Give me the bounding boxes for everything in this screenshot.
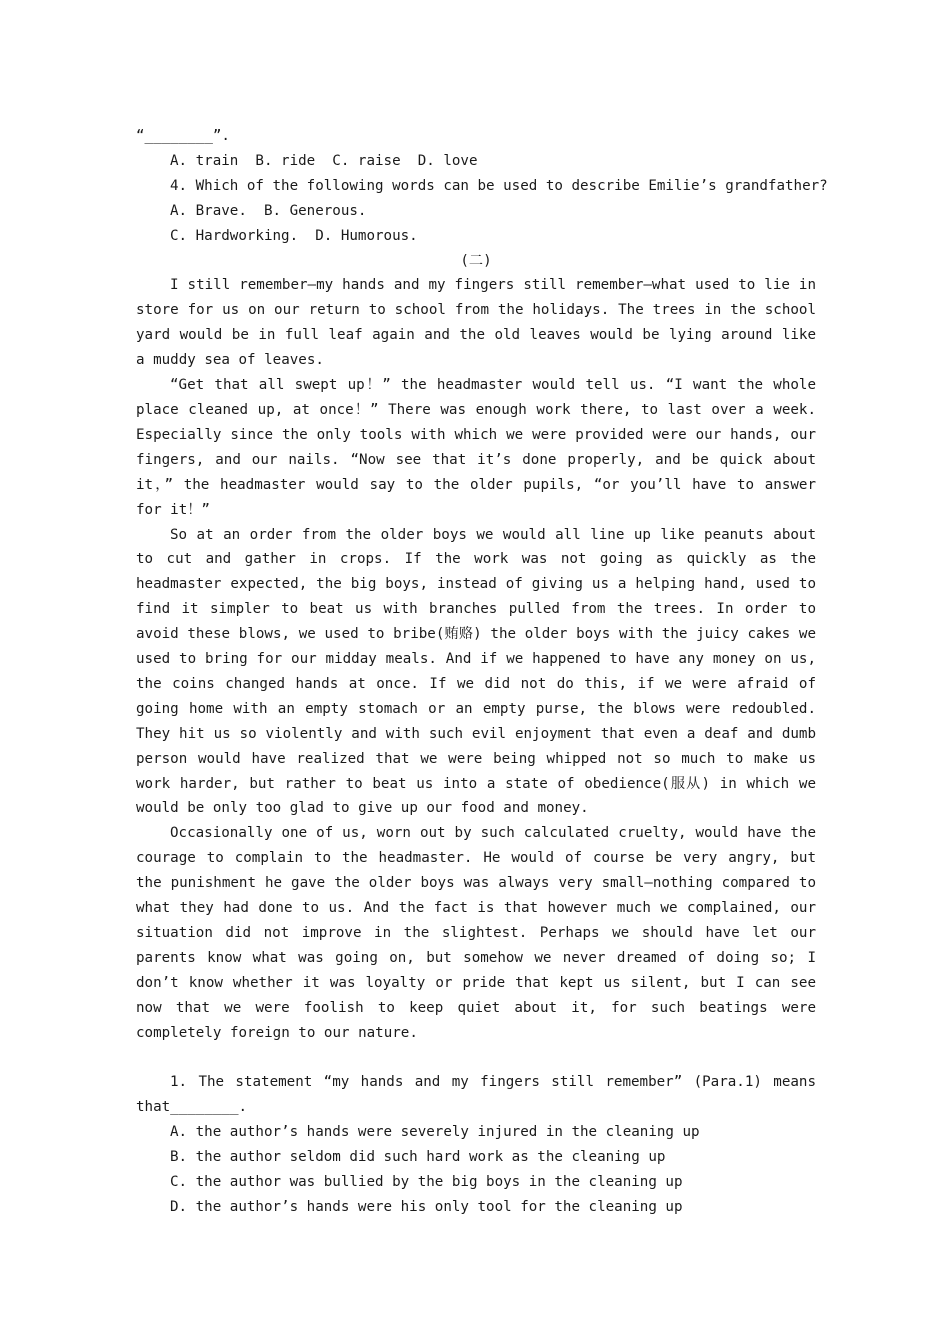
question-4-options-ab: A. Brave. B. Generous. xyxy=(170,202,367,219)
blank-line xyxy=(136,1046,816,1071)
document-page xyxy=(136,124,828,1220)
answer-blank-fragment: “________”. xyxy=(136,128,230,144)
question-1-option-a: A. the author’s hands were severely injured in the cleaning up xyxy=(170,1124,700,1141)
question-4-options-cd: C. Hardworking. D. Humorous. xyxy=(170,227,418,244)
passage-paragraph-1: I still remember—my hands and my fingers still remember—what used to lie in store for us on our return to school from the holidays. The trees in the school yard would be in full leaf again and the old leaves would be lying around like a muddy sea of leaves. xyxy=(136,277,816,369)
question-4-stem: 4. Which of the following words can be used to describe Emilie’s grandfather? xyxy=(170,177,828,194)
passage-paragraph-4: Occasionally one of us, worn out by such calculated cruelty, would have the courage to complain to the headmaster. He would of course be very angry, but the punishment he gave the older boys was always very small—nothing compared to what they had done to us. And the fact is that however much we complained, our situation did not improve in the slightest. Perhaps we should have let our parents know what was going on, but somehow we never dreamed of doing so; I don’t know whether it was loyalty or pride that kept us silent, but I can see now that we were foolish to keep quiet about it, for such beatings were completely foreign to our nature. xyxy=(136,825,816,1041)
passage-paragraph-3: So at an order from the older boys we would all line up like peanuts about to cut and gather in crops. If the work was not going as quickly as the headmaster expected, the big boys, instead of giving us a helping hand, used to find it simpler to beat us with branches pulled from the trees. In order to avoid these blows, we used to bribe(贿赂) the older boys with the juicy cakes we used to bring for our midday meals. And if we happened to have any money on us, the coins changed hands at once. If we did not do this, if we were afraid of going home with an empty stomach or an empty purse, the blows were redoubled. They hit us so violently and with such evil enjoyment that even a deaf and dumb person would have realized that we were being whipped not so much to make us work harder, but rather to beat us into a state of obedience(服从) in which we would be only too glad to give up our food and money. xyxy=(136,526,816,817)
question-1-stem: 1. The statement “my hands and my fingers still remember” (Para.1) means that________. xyxy=(136,1074,816,1116)
question-3-options: A. train B. ride C. raise D. love xyxy=(170,152,478,169)
section-title: (二) xyxy=(460,252,492,269)
question-1-option-c: C. the author was bullied by the big boys in the cleaning up xyxy=(170,1174,683,1191)
question-1-option-d: D. the author’s hands were his only tool for the cleaning up xyxy=(170,1198,683,1215)
passage-paragraph-2: “Get that all swept up！” the headmaster would tell us. “I want the whole place cleaned up, at once！” There was enough work there, to last over a week. Especially since the only tools with which we were provided were our hands, our fingers, and our nails. “Now see that it’s done properly, and be quick about it，” the headmaster would say to the older pupils, “or you’ll have to answer for it！” xyxy=(136,377,816,518)
question-1-option-b: B. the author seldom did such hard work as the cleaning up xyxy=(170,1149,666,1166)
